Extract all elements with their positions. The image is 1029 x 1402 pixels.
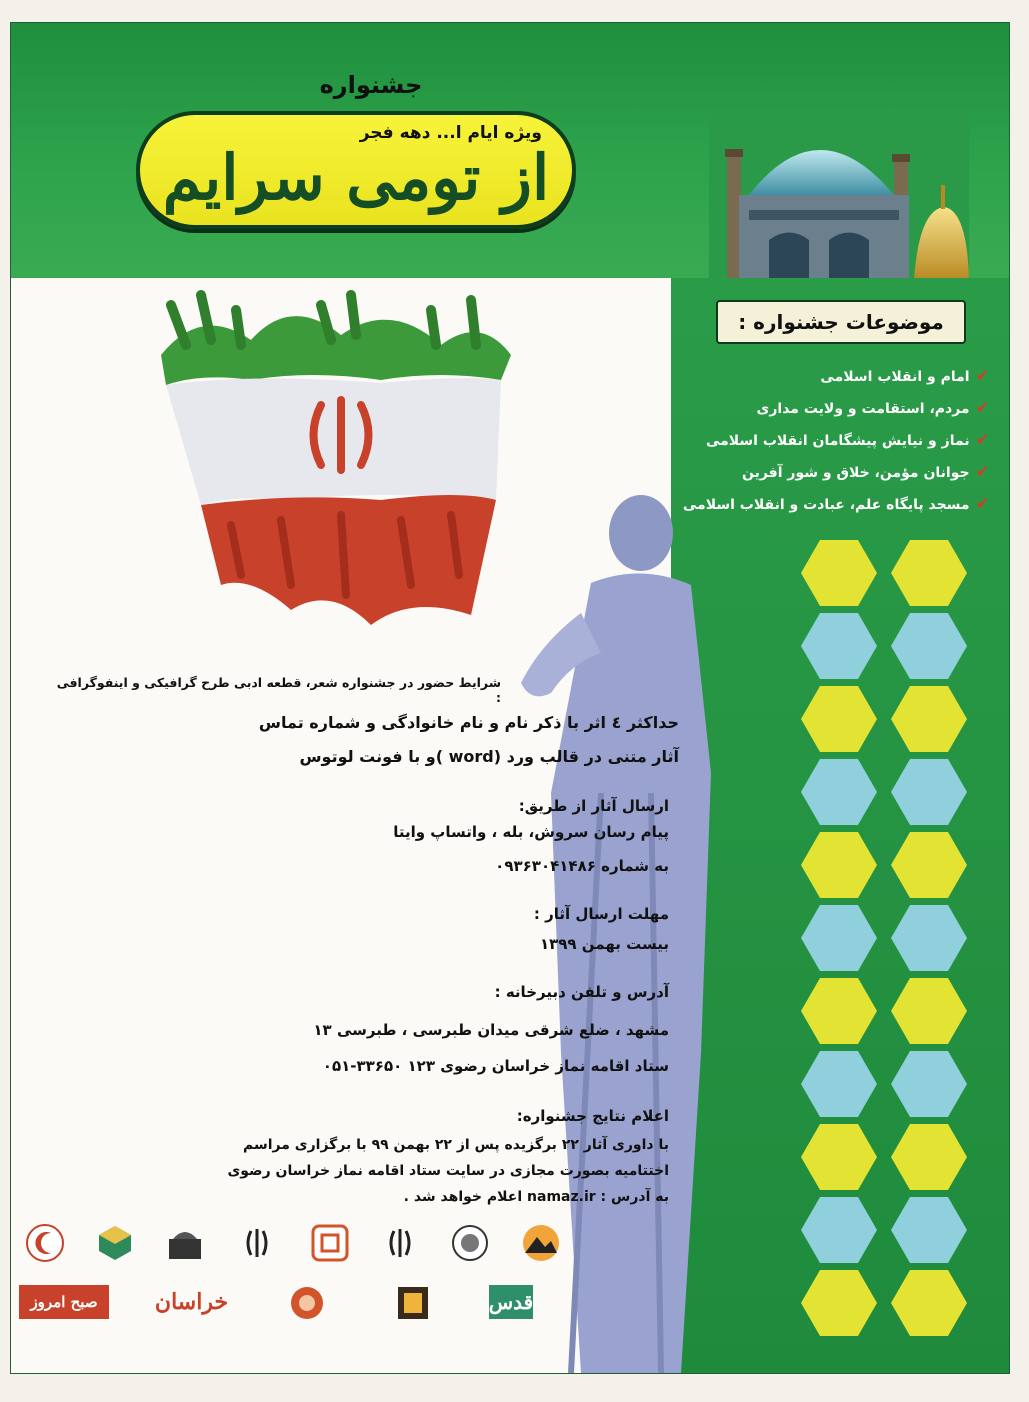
check-icon: ✔ — [975, 462, 989, 481]
qods-logo: قدس — [489, 1285, 533, 1319]
shrine-illustration — [709, 115, 969, 280]
check-icon: ✔ — [975, 494, 989, 513]
hexagon-decoration — [801, 613, 877, 679]
hexagon-decoration — [891, 1051, 967, 1117]
hexagon-decoration — [801, 759, 877, 825]
iran-emblem-logo — [231, 1223, 283, 1273]
hexagon-decoration — [891, 1197, 967, 1263]
hexagon-decoration — [801, 1270, 877, 1336]
round-seal-logo — [444, 1223, 496, 1273]
festival-subtitle: ویژه ایام ا... دهه فجر — [359, 123, 542, 143]
submission-line-2: به شماره ۰۹۳۶۳۰۴۱۴۸۶ — [495, 857, 669, 875]
hexagon-decoration — [891, 686, 967, 752]
deadline-heading: مهلت ارسال آثار : — [533, 905, 669, 923]
check-icon: ✔ — [975, 430, 989, 449]
topic-item: ✔امام و انقلاب اسلامی — [820, 366, 989, 385]
iran-emblem-logo — [374, 1223, 426, 1273]
header-band — [11, 23, 1010, 278]
festival-title: از تومی سرایم — [162, 141, 550, 214]
hexagon-decoration — [801, 686, 877, 752]
square-emblem-logo — [387, 1285, 439, 1335]
sobh-emrooz-logo: صبح امروز — [19, 1285, 109, 1319]
check-icon: ✔ — [975, 398, 989, 417]
orange-round-logo — [281, 1285, 333, 1335]
hexagon-decoration — [801, 905, 877, 971]
results-line-2: اختتامیه بصورت مجازی در سایت ستاد اقامه نماز خراسان رضوی — [227, 1163, 669, 1179]
results-line-1: با داوری آثار ۲۲ برگزیده پس از ۲۲ بهمن ۹۹ با برگزاری مراسم — [242, 1137, 669, 1153]
conditions-line-2: آثار متنی در قالب ورد (word )و با فونت لوتوس — [299, 747, 679, 766]
hexagon-decoration — [801, 1124, 877, 1190]
results-heading: اعلام نتایج جشنواره: — [516, 1107, 669, 1125]
deadline-value: بیست بهمن ۱۳۹۹ — [539, 935, 669, 953]
mosque-emblem-logo — [159, 1223, 211, 1273]
topics-heading: موضوعات جشنواره : — [716, 300, 966, 344]
topic-item: ✔نماز و نیایش پیشگامان انقلاب اسلامی — [705, 430, 989, 449]
topic-item: ✔مردم، استقامت و ولایت مداری — [756, 398, 989, 417]
khorasan-logo: خراسان — [154, 1289, 229, 1315]
advertisement-poster — [10, 22, 1010, 1374]
red-crescent-logo — [19, 1223, 71, 1273]
submission-heading: ارسال آثار از طریق: — [518, 797, 669, 815]
conditions-line-1: حداکثر ٤ اثر با ذکر نام و نام خانوادگی و شماره تماس — [258, 713, 679, 732]
submission-line-1: پیام رسان سروش، بله ، واتساپ وایتا — [393, 823, 669, 841]
topic-item: ✔مسجد پایگاه علم، عبادت و انقلاب اسلامی — [682, 494, 989, 513]
check-icon: ✔ — [975, 366, 989, 385]
hexagon-decoration — [801, 978, 877, 1044]
festival-kicker: جشنواره — [319, 71, 423, 99]
cube-emblem-logo — [89, 1223, 141, 1273]
address-line-2: ستاد اقامه نماز خراسان رضوی ۱۲۳ ۳۳۶۵۰-۰۵۱ — [322, 1057, 669, 1075]
conditions-heading: شرایط حضور در جشنواره شعر، قطعه ادبی طرح گرافیکی و اینفوگرافی : — [56, 675, 501, 705]
hexagon-decoration — [891, 1124, 967, 1190]
hexagon-decoration — [891, 978, 967, 1044]
hexagon-decoration — [891, 613, 967, 679]
mountain-emblem-logo — [515, 1223, 567, 1273]
hexagon-decoration — [891, 540, 967, 606]
hexagon-decoration — [801, 832, 877, 898]
sponsor-logos-row — [19, 1223, 574, 1273]
hexagon-decoration — [891, 759, 967, 825]
newspaper-logos-row — [19, 1285, 574, 1335]
title-banner — [136, 111, 576, 229]
hexagon-decoration — [801, 1197, 877, 1263]
hexagon-decoration — [891, 905, 967, 971]
hexagon-decoration — [801, 1051, 877, 1117]
topic-item: ✔جوانان مؤمن، خلاق و شور آفرین — [741, 462, 989, 481]
address-line-1: مشهد ، ضلع شرقی میدان طبرسی ، طبرسی ۱۳ — [313, 1021, 669, 1039]
address-heading: آدرس و تلفن دبیرخانه : — [494, 983, 669, 1001]
hexagon-decoration — [801, 540, 877, 606]
results-line-3: به آدرس : namaz.ir اعلام خواهد شد . — [403, 1189, 669, 1205]
hexagon-decoration — [891, 1270, 967, 1336]
iran-flag-artwork — [141, 285, 541, 645]
orange-emblem-logo — [304, 1223, 356, 1273]
hexagon-decoration — [891, 832, 967, 898]
